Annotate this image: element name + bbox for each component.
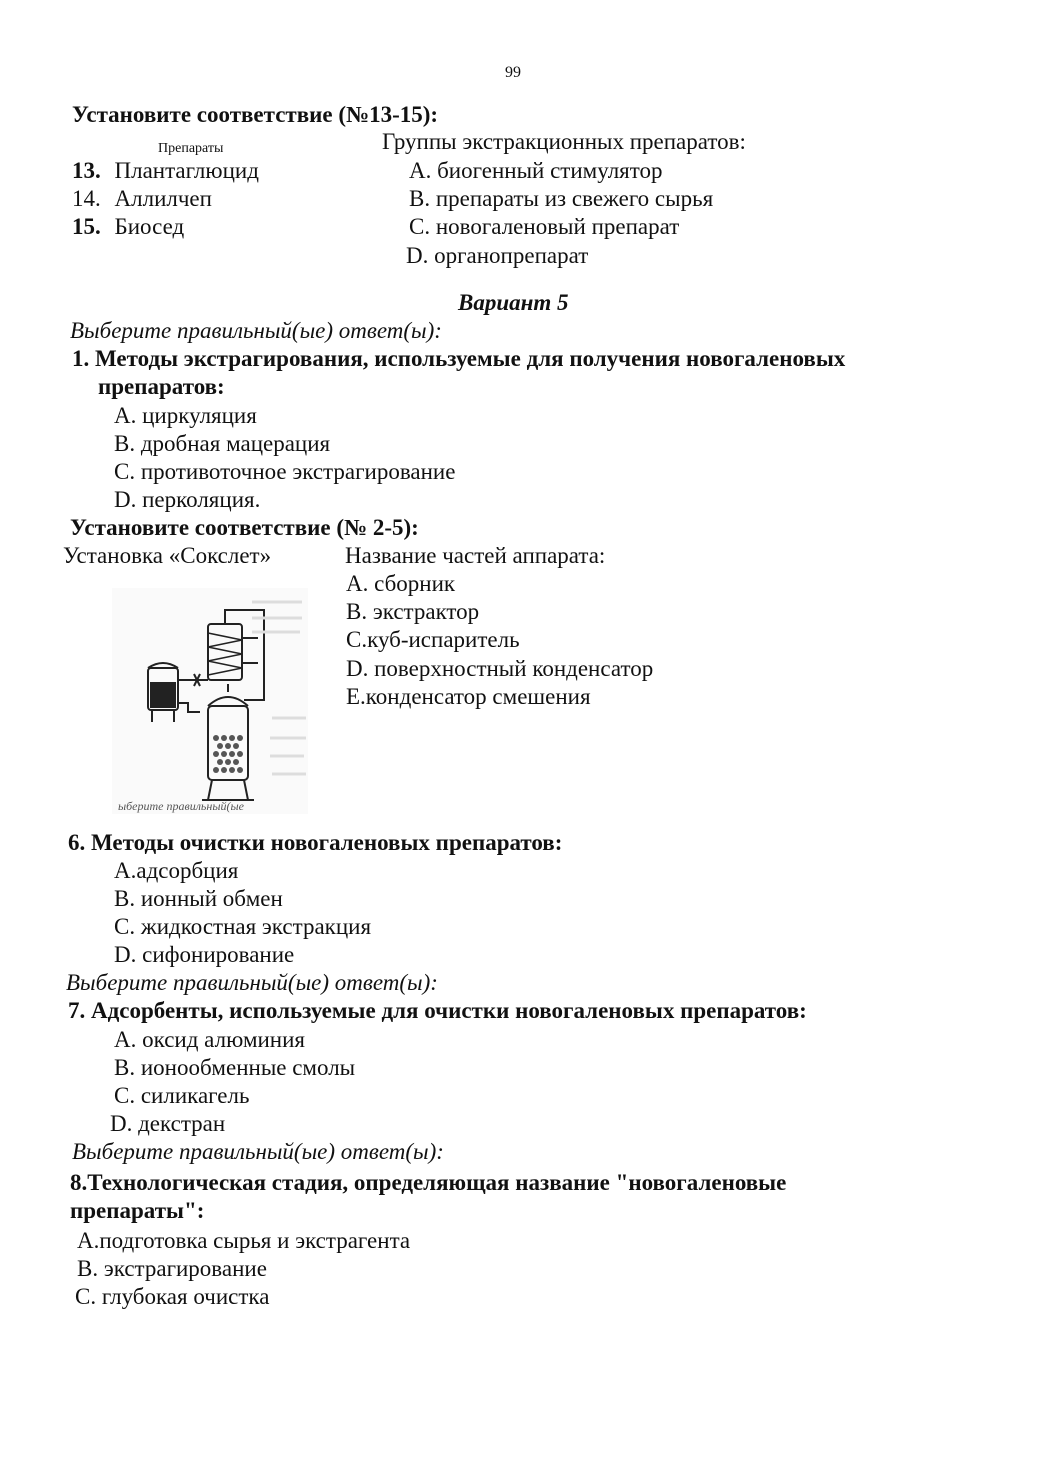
instruction-text: Выберите правильный(ые) ответ(ы):	[70, 318, 442, 343]
match-item-15	[72, 213, 184, 241]
question-7-option-d: D. декстран	[110, 1111, 226, 1136]
instruction-text-q8: Выберите правильный(ые) ответ(ы):	[72, 1139, 444, 1164]
question-6-option-d: D. сифонирование	[114, 942, 295, 967]
question-7-option-a: A. оксид алюминия	[114, 1027, 306, 1052]
match-item-number: 15.	[72, 214, 101, 239]
match-item-text: Плантаглюцид	[114, 158, 259, 183]
match-item-text: Аллилчеп	[114, 186, 212, 211]
question-1-line2: препаратов:	[98, 374, 225, 399]
diagram-caption: ыберите правильный(ые	[118, 799, 244, 813]
question-7-option-b: B. ионообменные смолы	[114, 1055, 356, 1080]
part-option-a: A. сборник	[346, 571, 456, 596]
soxhlet-apparatus-diagram	[112, 588, 308, 814]
groups-header: Группы экстракционных препаратов:	[382, 129, 746, 154]
group-option-a: A. биогенный стимулятор	[409, 158, 663, 183]
match-item-text: Биосед	[114, 214, 185, 239]
question-1-line1: 1. Методы экстрагирования, используемые для получения новогаленовых	[72, 346, 846, 371]
preparations-header: Препараты	[158, 141, 224, 156]
question-8-option-c: C. глубокая очистка	[75, 1284, 270, 1309]
question-6-option-b: B. ионный обмен	[114, 886, 283, 911]
question-8-line1: 8.Технологическая стадия, определяющая название "новогаленовые	[70, 1170, 787, 1195]
part-option-b: B. экстрактор	[346, 599, 480, 624]
match-heading-13-15: Установите соответствие (№13-15):	[72, 102, 439, 127]
question-7-heading: 7. Адсорбенты, используемые для очистки новогаленовых препаратов:	[68, 998, 807, 1023]
match-heading-2-5: Установите соответствие (№ 2-5):	[70, 515, 419, 540]
match-item-13	[72, 157, 259, 185]
instruction-text-q7: Выберите правильный(ые) ответ(ы):	[66, 970, 438, 995]
question-1-option-a: A. циркуляция	[114, 403, 257, 428]
question-8-option-b: B. экстрагирование	[77, 1256, 267, 1281]
question-6-option-c: C. жидкостная экстракция	[114, 914, 372, 939]
match-item-14	[72, 185, 212, 213]
question-7-option-c: C. силикагель	[114, 1083, 250, 1108]
part-option-d: D. поверхностный конденсатор	[346, 656, 654, 681]
question-6-option-a: A.адсорбция	[114, 858, 239, 883]
match-item-number: 13.	[72, 158, 101, 183]
question-8-option-a: A.подготовка сырья и экстрагента	[77, 1228, 411, 1253]
match-item-number: 14.	[72, 186, 101, 211]
variant-title: Вариант 5	[458, 290, 569, 315]
group-option-d: D. органопрепарат	[406, 243, 589, 268]
question-1-option-c: C. противоточное экстрагирование	[114, 459, 456, 484]
group-option-c: C. новогаленовый препарат	[409, 214, 680, 239]
group-option-b: B. препараты из свежего сырья	[409, 186, 714, 211]
part-option-e: E.конденсатор смешения	[346, 684, 591, 709]
soxhlet-label: Установка «Сокслет»	[63, 543, 272, 568]
question-8-line2: препараты":	[70, 1198, 205, 1223]
page-number: 99	[505, 64, 521, 81]
apparatus-parts-header: Название частей аппарата:	[345, 543, 606, 568]
question-1-option-b: B. дробная мацерация	[114, 431, 331, 456]
part-option-c: C.куб-испаритель	[346, 627, 520, 652]
question-1-option-d: D. перколяция.	[114, 487, 261, 512]
question-6-heading: 6. Методы очистки новогаленовых препаратов:	[68, 830, 563, 855]
